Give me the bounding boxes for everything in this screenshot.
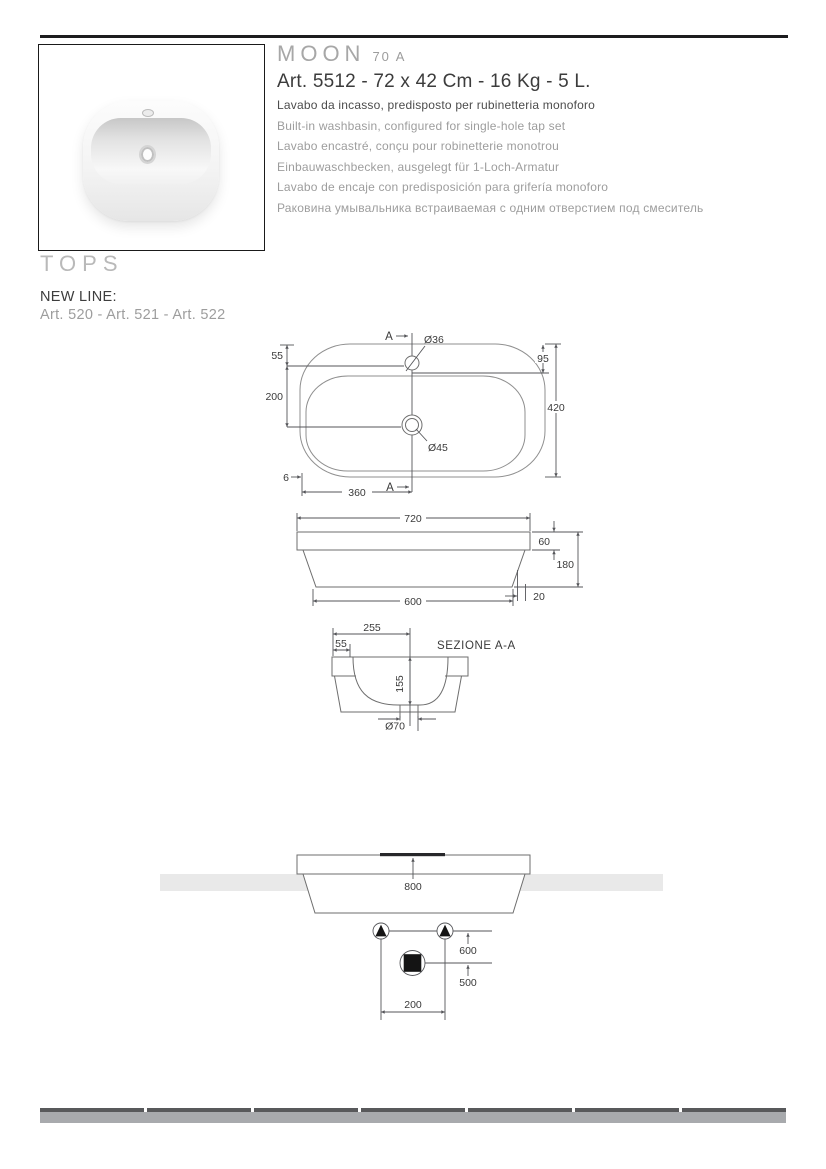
dim-rim-overhang: 20 <box>533 591 545 603</box>
dim-bowl-depth: 155 <box>394 675 406 693</box>
dim-overall-width: 720 <box>404 513 422 525</box>
front-rim-outline <box>297 532 530 550</box>
footer-tick-segment <box>361 1108 465 1112</box>
description-en: Built-in washbasin, configured for single-hole tap set <box>277 118 566 133</box>
new-line-label: NEW LINE: <box>40 289 117 305</box>
dim-tap-diameter: Ø36 <box>424 334 444 346</box>
footer-tick-segment <box>147 1108 251 1112</box>
article-line: Art. 5512 - 72 x 42 Cm - 16 Kg - 5 L. <box>277 71 591 92</box>
footer-tick-segment <box>254 1108 358 1112</box>
dim-rim-height: 60 <box>538 536 550 548</box>
basin-outer-outline <box>300 344 545 477</box>
dim-supply-spacing: 200 <box>404 999 422 1011</box>
series-title: TOPS <box>40 251 124 276</box>
front-view-drawing <box>297 512 583 608</box>
dim-mounting-height: 800 <box>404 881 422 893</box>
description-it: Lavabo da incasso, predisposto per rubinetteria monoforo <box>277 98 596 112</box>
dim-edge-offset: 6 <box>283 472 289 484</box>
dim-tap-offset: 55 <box>271 350 283 362</box>
dim-drain-offset: 255 <box>363 622 381 634</box>
install-body-outline <box>303 874 525 913</box>
product-variant: 70 A <box>372 49 407 64</box>
footer-tick-segment <box>40 1108 144 1112</box>
description-de: Einbauwaschbecken, ausgelegt für 1-Loch-Armatur <box>277 159 560 174</box>
dim-base-width: 600 <box>404 596 422 608</box>
section-title: SEZIONE A-A <box>437 640 516 652</box>
dim-right-offset: 95 <box>537 353 549 365</box>
section-marker-bottom: A <box>386 482 394 494</box>
description-ru: Раковина умывальника встраиваемая с одним отверстием под смеситель <box>277 200 704 215</box>
dim-drain-diameter: Ø45 <box>428 442 448 454</box>
dim-overall-height: 180 <box>556 559 574 571</box>
description-es: Lavabo de encaje con predisposición para grifería monoforo <box>277 180 609 195</box>
tap-deck-mark <box>380 853 445 856</box>
installation-drawing <box>160 853 663 913</box>
footer-tick-segment <box>682 1108 786 1112</box>
new-line-articles: Art. 520 - Art. 521 - Art. 522 <box>40 307 226 323</box>
description-fr: Lavabo encastré, conçu pour robinetterie monotrou <box>277 139 559 154</box>
dim-section-edge: 55 <box>335 638 347 650</box>
footer-bar <box>40 1108 786 1123</box>
front-body-outline <box>303 550 525 587</box>
dim-drain-offset-x: 360 <box>348 487 366 499</box>
footer-tick-segment <box>575 1108 679 1112</box>
plan-view-drawing <box>265 331 566 499</box>
drain-leader-line <box>416 429 427 441</box>
footer-tick-strip <box>40 1108 786 1112</box>
drain-square <box>404 954 422 972</box>
product-name: MOON <box>277 41 366 66</box>
install-rim-outline <box>297 855 530 874</box>
services-diagram <box>373 923 492 1020</box>
dim-drain-height: 500 <box>459 977 477 989</box>
section-marker-top: A <box>385 331 393 343</box>
footer-base-bar <box>40 1112 786 1123</box>
section-view-drawing <box>332 622 516 733</box>
dim-overall-depth: 420 <box>547 402 565 414</box>
dim-drain-outlet-diameter: Ø70 <box>385 720 405 733</box>
footer-tick-segment <box>468 1108 572 1112</box>
dim-tap-to-drain: 200 <box>265 391 283 403</box>
dim-supply-height: 600 <box>459 945 477 957</box>
